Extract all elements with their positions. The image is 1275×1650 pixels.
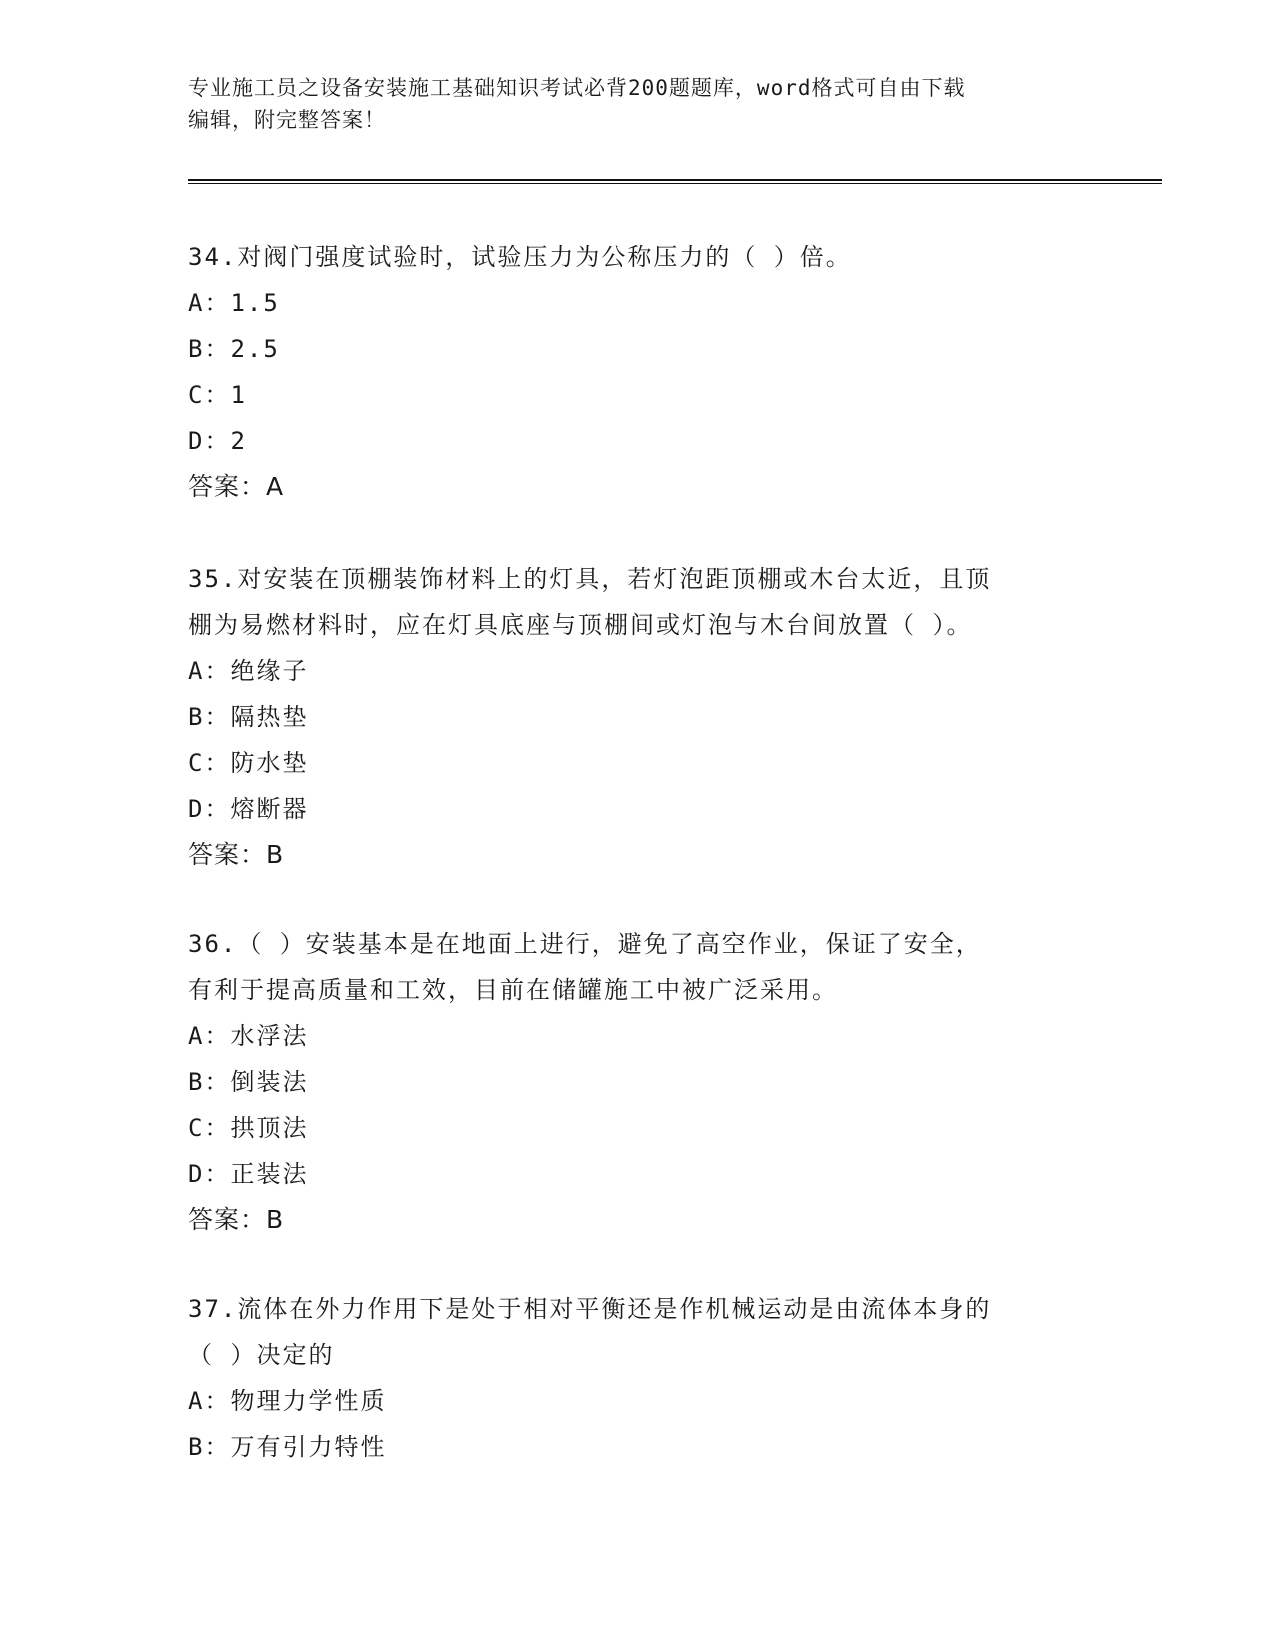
header-line-1: 专业施工员之设备安装施工基础知识考试必背200题题库，word格式可自由下载 [188,76,966,100]
option-a [188,1013,1088,1059]
option-label: A： [188,1022,231,1050]
option-label: A： [188,1387,231,1415]
option-c [188,372,1088,418]
option-text: 拱顶法 [230,1114,309,1142]
question-stem [188,921,1088,1013]
answer: 答案：A [188,472,285,501]
option-a [188,280,1088,326]
option-text: 万有引力特性 [230,1433,387,1461]
option-label: B： [188,703,231,731]
option-b [188,1059,1088,1105]
option-text: 绝缘子 [230,657,309,685]
question-stem [188,1286,1088,1378]
header-line-2: 编辑，附完整答案！ [188,108,386,132]
question-34 [188,234,1088,510]
option-text: 物理力学性质 [230,1387,387,1415]
option-d [188,1151,1088,1197]
option-text: 1.5 [230,289,280,317]
option-a [188,648,1088,694]
option-d [188,418,1088,464]
option-text: 水浮法 [230,1022,309,1050]
answer: 答案：B [188,840,285,869]
option-text: 正装法 [230,1160,309,1188]
option-label: A： [188,657,231,685]
stem-line: 35.对安装在顶棚装饰材料上的灯具，若灯泡距顶棚或木台太近，且顶 [188,565,992,593]
option-text: 2 [230,427,247,455]
option-label: A： [188,289,231,317]
option-text: 倒装法 [230,1068,309,1096]
question-36 [188,921,1088,1243]
option-text: 隔热垫 [230,703,309,731]
option-label: C： [188,381,231,409]
option-b [188,1424,1088,1470]
option-label: D： [188,427,231,455]
option-label: C： [188,749,231,777]
option-text: 2.5 [230,335,280,363]
option-label: D： [188,1160,231,1188]
stem-line: 34.对阀门强度试验时，试验压力为公称压力的（ ）倍。 [188,243,852,271]
option-label: B： [188,1433,231,1461]
stem-line: 棚为易燃材料时，应在灯具底座与顶棚间或灯泡与木台间放置（ ）。 [188,611,973,639]
document-header [188,72,1088,136]
option-label: C： [188,1114,231,1142]
header-divider [188,179,1162,184]
option-text: 熔断器 [230,795,309,823]
option-c [188,1105,1088,1151]
option-label: D： [188,795,231,823]
option-text: 1 [230,381,247,409]
option-a [188,1378,1088,1424]
question-37 [188,1286,1088,1470]
option-c [188,740,1088,786]
stem-line: （ ）决定的 [188,1341,335,1369]
option-text: 防水垫 [230,749,309,777]
question-stem [188,556,1088,648]
stem-line: 36.（ ）安装基本是在地面上进行，避免了高空作业，保证了安全， [188,930,982,958]
question-stem [188,234,1088,280]
answer: 答案：B [188,1205,285,1234]
option-label: B： [188,335,231,363]
option-b [188,326,1088,372]
option-b [188,694,1088,740]
stem-line: 37.流体在外力作用下是处于相对平衡还是作机械运动是由流体本身的 [188,1295,992,1323]
stem-line: 有利于提高质量和工效，目前在储罐施工中被广泛采用。 [188,976,838,1004]
option-d [188,786,1088,832]
question-35 [188,556,1088,878]
option-label: B： [188,1068,231,1096]
